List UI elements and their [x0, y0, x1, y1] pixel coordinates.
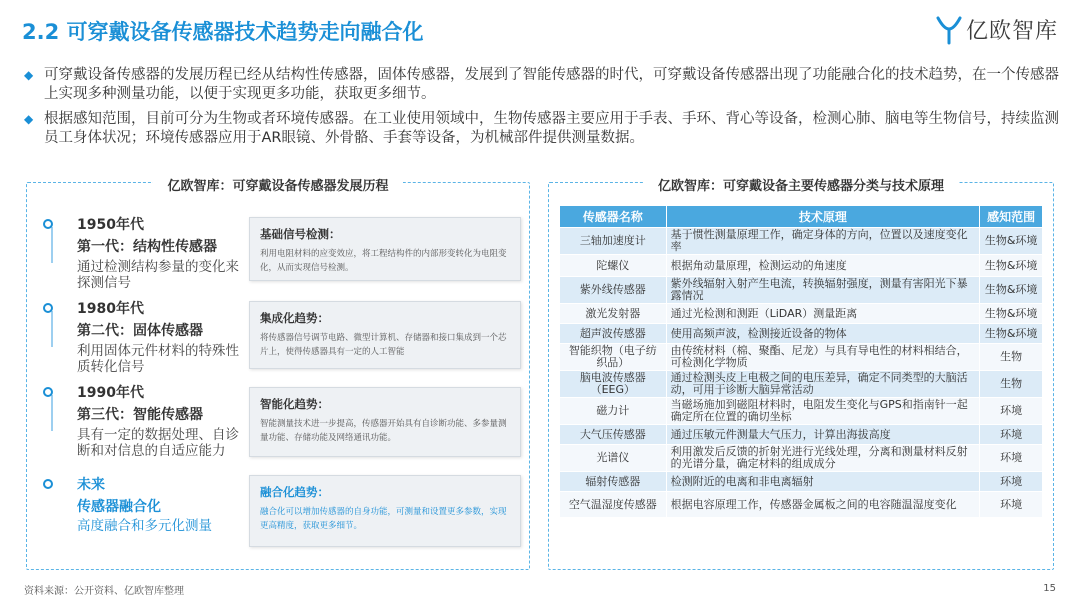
table-row	[560, 255, 1043, 277]
source-note: 资料来源：公开资料、亿欧智库整理	[24, 586, 184, 597]
card-title: 集成化趋势：	[260, 311, 329, 325]
era-year: 1980年代	[77, 301, 144, 317]
diamond-bullet-icon: ◆	[24, 68, 34, 82]
era-year: 1990年代	[77, 385, 144, 401]
table-row	[560, 304, 1043, 324]
sensor-name-cell: 光谱仪	[560, 445, 667, 472]
range-cell: 生物&环境	[980, 228, 1043, 255]
bullet-item	[24, 110, 1064, 148]
logo-icon	[936, 15, 962, 45]
sensor-name-cell: 磁力计	[560, 398, 667, 425]
card-title: 基础信号检测：	[260, 227, 341, 241]
range-cell: 环境	[980, 398, 1043, 425]
era-description: 高度融合和多元化测量	[77, 518, 212, 534]
timeline-line	[51, 227, 53, 263]
logo-text: 亿欧智库	[965, 19, 1058, 44]
card-text: 融合化可以增加传感器的自身功能，可测量和设置更多参数，实现更高精度，获取更多细节。	[260, 507, 507, 531]
table-row	[560, 492, 1043, 518]
principle-cell: 利用激发后反馈的折射光进行光线处理，分离和测量材料反射的光谱分量，确定材料的组成成分	[666, 445, 980, 472]
table-row	[560, 371, 1043, 398]
principle-cell: 基于惯性测量原理工作，确定身体的方向，位置以及速度变化率	[666, 228, 980, 255]
principle-cell: 根据电容原理工作，传感器金属板之间的电容随温湿度变化	[666, 492, 980, 518]
card-text: 智能测量技术进一步提高，传感器开始具有自诊断功能、多参量测量功能、存储功能及网络通讯功能。	[260, 419, 507, 443]
sensor-name-cell: 紫外线传感器	[560, 277, 667, 304]
sensor-name-cell: 超声波传感器	[560, 324, 667, 344]
era-generation: 第二代：固体传感器	[77, 323, 203, 339]
sensor-table	[559, 205, 1043, 518]
history-panel	[26, 179, 530, 570]
principle-cell: 根据角动量原理，检测运动的角速度	[666, 255, 980, 277]
table-header-row	[560, 206, 1043, 228]
range-cell: 环境	[980, 492, 1043, 518]
range-cell: 生物	[980, 371, 1043, 398]
principle-cell: 通过光检测和测距（LiDAR）测量距离	[666, 304, 980, 324]
table-row	[560, 445, 1043, 472]
timeline-line	[51, 311, 53, 347]
table-row	[560, 425, 1043, 445]
card-title: 融合化趋势：	[260, 485, 329, 499]
sensor-name-cell: 空气温湿度传感器	[560, 492, 667, 518]
column-header: 感知范围	[980, 206, 1043, 228]
era-generation: 第三代：智能传感器	[77, 407, 203, 423]
sensor-panel-title: 亿欧智库：可穿戴设备主要传感器分类与技术原理	[549, 175, 1053, 194]
table-row	[560, 344, 1043, 371]
principle-cell: 当磁场施加到磁阻材料时，电阻发生变化与GPS和指南针一起确定所在位置的确切坐标	[666, 398, 980, 425]
range-cell: 生物	[980, 344, 1043, 371]
range-cell: 生物&环境	[980, 324, 1043, 344]
table-row	[560, 277, 1043, 304]
timeline-dot-icon	[43, 479, 53, 489]
bullet-item	[24, 66, 1064, 104]
era-description: 具有一定的数据处理、自诊断和对信息的自适应能力	[77, 427, 239, 459]
range-cell: 环境	[980, 445, 1043, 472]
range-cell: 生物&环境	[980, 255, 1043, 277]
range-cell: 环境	[980, 425, 1043, 445]
table-row	[560, 228, 1043, 255]
trend-card	[249, 217, 521, 281]
trend-card	[249, 387, 521, 457]
sensor-name-cell: 脑电波传感器（EEG）	[560, 371, 667, 398]
principle-cell: 紫外线辐射入射产生电流，转换辐射强度，测量有害阳光下暴露情况	[666, 277, 980, 304]
principle-cell: 通过检测头皮上电极之间的电压差异，确定不同类型的大脑活动，可用于诊断大脑异常活动	[666, 371, 980, 398]
card-text: 将传感器信号调节电路、微型计算机、存储器和接口集成到一个芯片上，使得传感器具有一定的人工智能	[260, 333, 507, 357]
card-title: 智能化趋势：	[260, 397, 329, 411]
diamond-bullet-icon: ◆	[24, 112, 34, 126]
page-number: 15	[1043, 583, 1056, 594]
era-description: 通过检测结构参量的变化来探测信号	[77, 259, 239, 291]
table-row	[560, 398, 1043, 425]
principle-cell: 由传统材料（棉、聚酯、尼龙）与具有导电性的材料相结合，可检测化学物质	[666, 344, 980, 371]
era-year: 1950年代	[77, 217, 144, 233]
sensor-name-cell: 陀螺仪	[560, 255, 667, 277]
trend-card	[249, 475, 521, 547]
brand-logo	[936, 14, 1058, 45]
page-title: 2.2 可穿戴设备传感器技术趋势走向融合化	[22, 20, 424, 44]
principle-cell: 检测附近的电离和非电离辐射	[666, 472, 980, 492]
era-description: 利用固体元件材料的特殊性质转化信号	[77, 343, 239, 375]
principle-cell: 使用高频声波，检测接近设备的物体	[666, 324, 980, 344]
bullet-text: 根据感知范围，目前可分为生物或者环境传感器。在工业使用领域中，生物传感器主要应用于手表、手环、背心等设备，检测心肺、脑电等生物信号，持续监测员工身体状况；环境传感器应用于AR眼镜、外骨骼、手套等设备，为机械部件提供测量数据。	[44, 111, 1059, 146]
timeline-line	[51, 395, 53, 431]
card-text: 利用电阻材料的应变效应，将工程结构件的内部形变转化为电阻变化，从而实现信号检测。	[260, 249, 507, 273]
era-generation: 第一代：结构性传感器	[77, 239, 217, 255]
sensor-name-cell: 三轴加速度计	[560, 228, 667, 255]
history-panel-title: 亿欧智库：可穿戴设备传感器发展历程	[27, 175, 529, 194]
sensor-name-cell: 激光发射器	[560, 304, 667, 324]
timeline-dot-icon	[43, 219, 53, 229]
table-row	[560, 324, 1043, 344]
timeline-dot-icon	[43, 387, 53, 397]
era-generation: 传感器融合化	[77, 499, 161, 515]
table-row	[560, 472, 1043, 492]
trend-card	[249, 301, 521, 369]
column-header: 技术原理	[666, 206, 980, 228]
timeline-dot-icon	[43, 303, 53, 313]
bullet-text: 可穿戴设备传感器的发展历程已经从结构性传感器，固体传感器，发展到了智能传感器的时代，可穿戴设备传感器出现了功能融合化的技术趋势，在一个传感器上实现多种测量功能，以便于实现更多功能，获取更多细节。	[44, 67, 1059, 102]
sensor-name-cell: 辐射传感器	[560, 472, 667, 492]
sensor-name-cell: 大气压传感器	[560, 425, 667, 445]
principle-cell: 通过压敏元件测量大气压力，计算出海拔高度	[666, 425, 980, 445]
range-cell: 环境	[980, 472, 1043, 492]
sensor-panel	[548, 179, 1054, 570]
range-cell: 生物&环境	[980, 277, 1043, 304]
era-year: 未来	[77, 477, 105, 493]
range-cell: 生物&环境	[980, 304, 1043, 324]
intro-bullets	[24, 66, 1064, 154]
sensor-name-cell: 智能织物（电子纺织品）	[560, 344, 667, 371]
column-header: 传感器名称	[560, 206, 667, 228]
